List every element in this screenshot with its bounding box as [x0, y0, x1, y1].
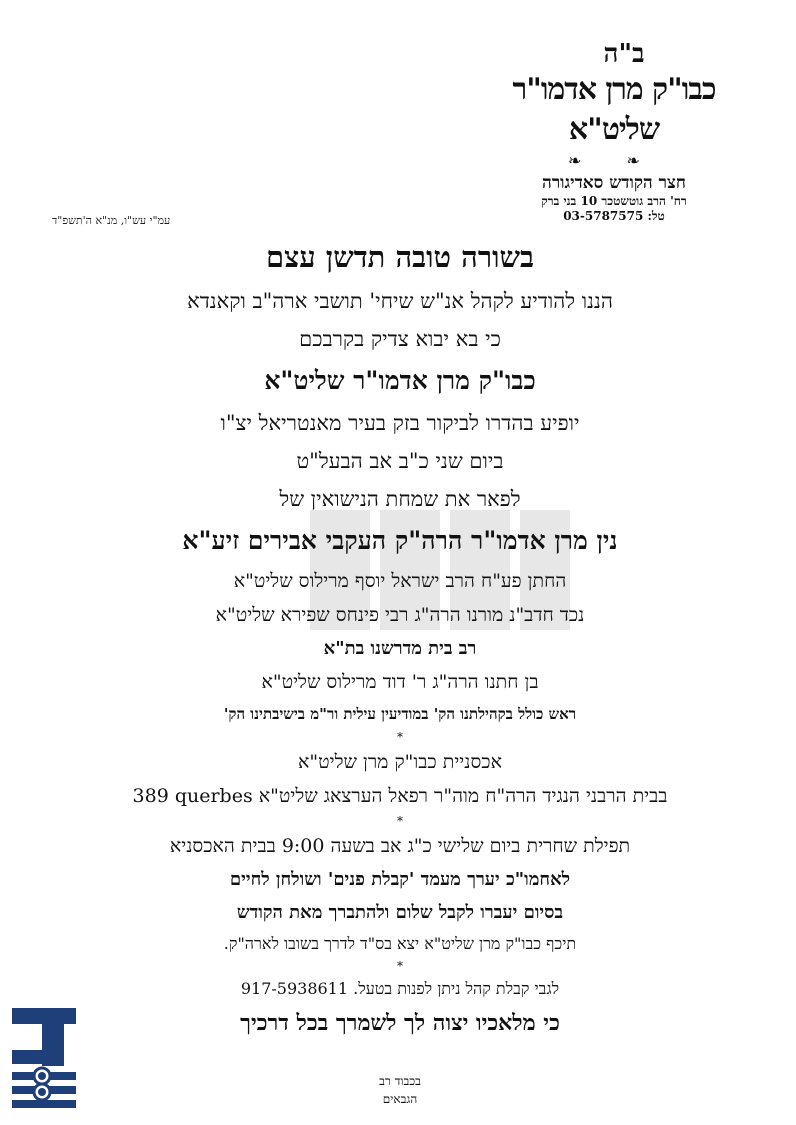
kollel-line: ראש כולל בקהילתנו הק' במודיעין עילית ור"מ בישיבתינו הק' [223, 705, 577, 723]
court-phone: טל: 03-5787575 [563, 209, 665, 223]
wedding-line: לפאר את שמחת הנישואין של [279, 487, 521, 511]
court-name: חצר הקודש סאדיגורה [542, 173, 686, 193]
host-street: 389 querbes [132, 785, 253, 807]
logo-icon [12, 1008, 76, 1112]
prayer-line: תפילת שחרית ביום שלישי כ"ג אב בשעה 9:00 בבית האכסניא [169, 835, 631, 857]
contact-phone: 917-5938611 [240, 979, 349, 998]
visit-line: יופיע בהדרו לביקור בזק בעיר מאנטריאל יצ"ו [220, 411, 580, 435]
groom-line: החתן פע"ח הרב ישראל יוסף מרילוס שליט"א [233, 570, 567, 592]
son-line: בן חתנו הרה"ג ר' דוד מרילוס שליט"א [261, 671, 539, 693]
rebbe-title: כבו"ק מרן אדמו"ר שליט"א [264, 366, 536, 395]
letterhead-title: כבו"ק מרן אדמו"ר שליט"א [512, 72, 716, 147]
rav-line: רב בית מדרשנו בת"א [323, 638, 477, 659]
date-line: עמ"י עש"ו, מנ"א ה'תשפ"ד [52, 214, 171, 227]
signature-greeting: בכבוד רב [379, 1074, 421, 1088]
return-line: תיכף כבו"ק מרן שליט"א יצא בס"ד לדרך בשובו לארה"ק. [223, 934, 577, 953]
blessing-line: בסיום יעברו לקבל שלום ולהתברך מאת הקודש [236, 902, 564, 923]
contact-line [80, 974, 720, 1003]
ornament-icon: ❧ ❧ [568, 151, 660, 170]
separator-star: * [397, 814, 403, 828]
grandson-line: נכד חדב"נ מורנו הרה"ג רבי פינחס שפירא שליט"א [215, 604, 585, 626]
announcement-body [80, 232, 720, 1043]
separator-star: * [397, 730, 403, 744]
host-line: אכסניית כבו"ק מרן שליט"א [298, 751, 502, 773]
signature [340, 1072, 460, 1108]
host-name: בבית הרבני הנגיד הרה"ח מוה"ר רפאל הערצאג שליט"א [258, 785, 668, 807]
letterhead [494, 38, 734, 224]
court-address: רח' הרב גוטשטכר 10 בני ברק [541, 194, 687, 208]
date-event-line: ביום שני כ"ב אב הבעל"ט [296, 449, 504, 473]
bayit-mark: ב"ה [603, 39, 645, 69]
verse-line: כי בא יבוא צדיק בקרבכם [299, 327, 501, 351]
closing-verse: כי מלאכיו יצוה לך לשמרך בכל דרכיך [240, 1010, 560, 1036]
reception-line: לאחמו"כ יערך מעמד 'קבלת פנים' ושולחן לחיים [229, 869, 571, 890]
separator-star: * [397, 959, 403, 973]
intro-line: הננו להודיע לקהל אנ"ש שיחי' תושבי ארה"ב וקאנדא [187, 289, 613, 313]
host-address-line [80, 779, 720, 813]
contact-text: לגבי קבלת קהל ניתן לפנות בטעל. [353, 979, 560, 998]
headline: בשורה טובה תדשן עצם [266, 240, 534, 274]
lineage-line: נין מרן אדמו"ר הרה"ק העקבי אבירים זיע"א [182, 526, 618, 555]
signature-gabbaim: הגבאים [382, 1092, 418, 1106]
